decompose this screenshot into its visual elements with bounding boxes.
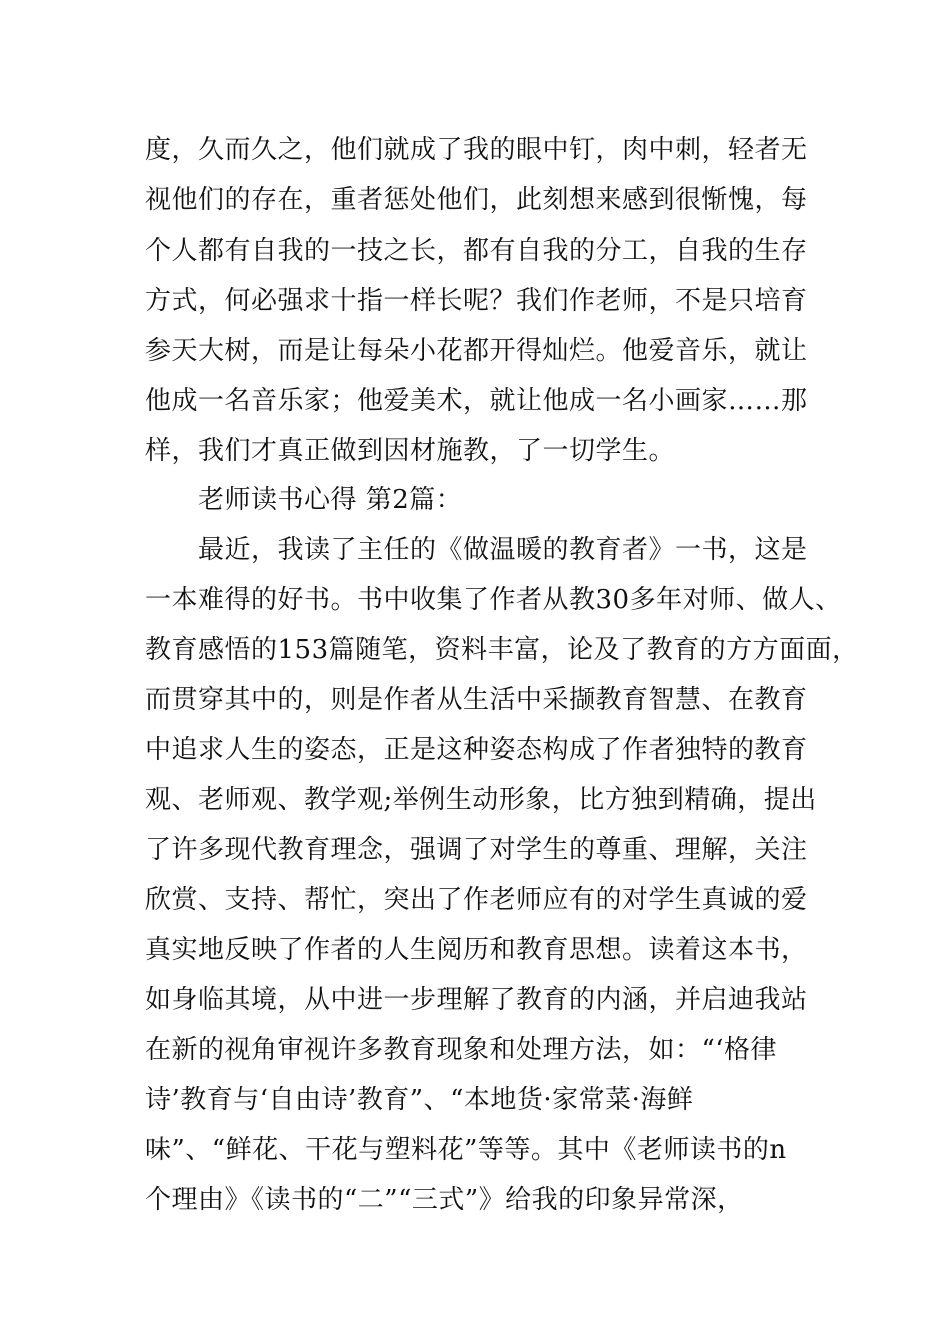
text-line: 在新的视角审视许多教育现象和处理方法，如：“‘格律 — [145, 1035, 778, 1065]
text-line: 而贯穿其中的，则是作者从生活中采撷教育智慧、在教育 — [145, 685, 808, 715]
text-line: 个理由》《读书的“二”“三式”》给我的印象异常深， — [145, 1185, 744, 1215]
text-line: 味”、“鲜花、干花与塑料花”等等。其中《老师读书的n — [145, 1135, 787, 1165]
text-line: 参天大树，而是让每朵小花都开得灿烂。他爱音乐，就让 — [145, 336, 808, 366]
text-line: 度，久而久之，他们就成了我的眼中钉，肉中刺，轻者无 — [145, 135, 808, 165]
text-line: 诗’教育与‘自由诗’教育”、“本地货·家常菜·海鲜 — [145, 1085, 694, 1115]
text-line: 方式，何必强求十指一样长呢？我们作老师，不是只培育 — [145, 286, 808, 316]
text-line: 一本难得的好书。书中收集了作者从教30多年对师、做人、 — [145, 585, 842, 615]
section-heading: 老师读书心得 第2篇： — [198, 485, 463, 515]
text-line: 了许多现代教育理念，强调了对学生的尊重、理解，关注 — [145, 835, 808, 865]
text-line: 他成一名音乐家；他爱美术，就让他成一名小画家……那 — [145, 386, 808, 416]
text-line: 教育感悟的153篇随笔，资料丰富，论及了教育的方方面面， — [145, 635, 859, 665]
text-line: 视他们的存在，重者惩处他们，此刻想来感到很惭愧，每 — [145, 185, 808, 215]
text-line: 真实地反映了作者的人生阅历和教育思想。读着这本书， — [145, 935, 808, 965]
text-line: 中追求人生的姿态，正是这种姿态构成了作者独特的教育 — [145, 735, 808, 765]
text-line: 欣赏、支持、帮忙，突出了作老师应有的对学生真诚的爱 — [145, 885, 808, 915]
text-line: 观、老师观、教学观;举例生动形象，比方独到精确，提出 — [145, 785, 817, 815]
text-line: 样，我们才真正做到因材施教，了一切学生。 — [145, 436, 676, 466]
text-line: 最近，我读了主任的《做温暖的教育者》一书，这是 — [198, 535, 808, 565]
text-line: 个人都有自我的一技之长，都有自我的分工，自我的生存 — [145, 236, 808, 266]
text-line: 如身临其境，从中进一步理解了教育的内涵，并启迪我站 — [145, 985, 808, 1015]
